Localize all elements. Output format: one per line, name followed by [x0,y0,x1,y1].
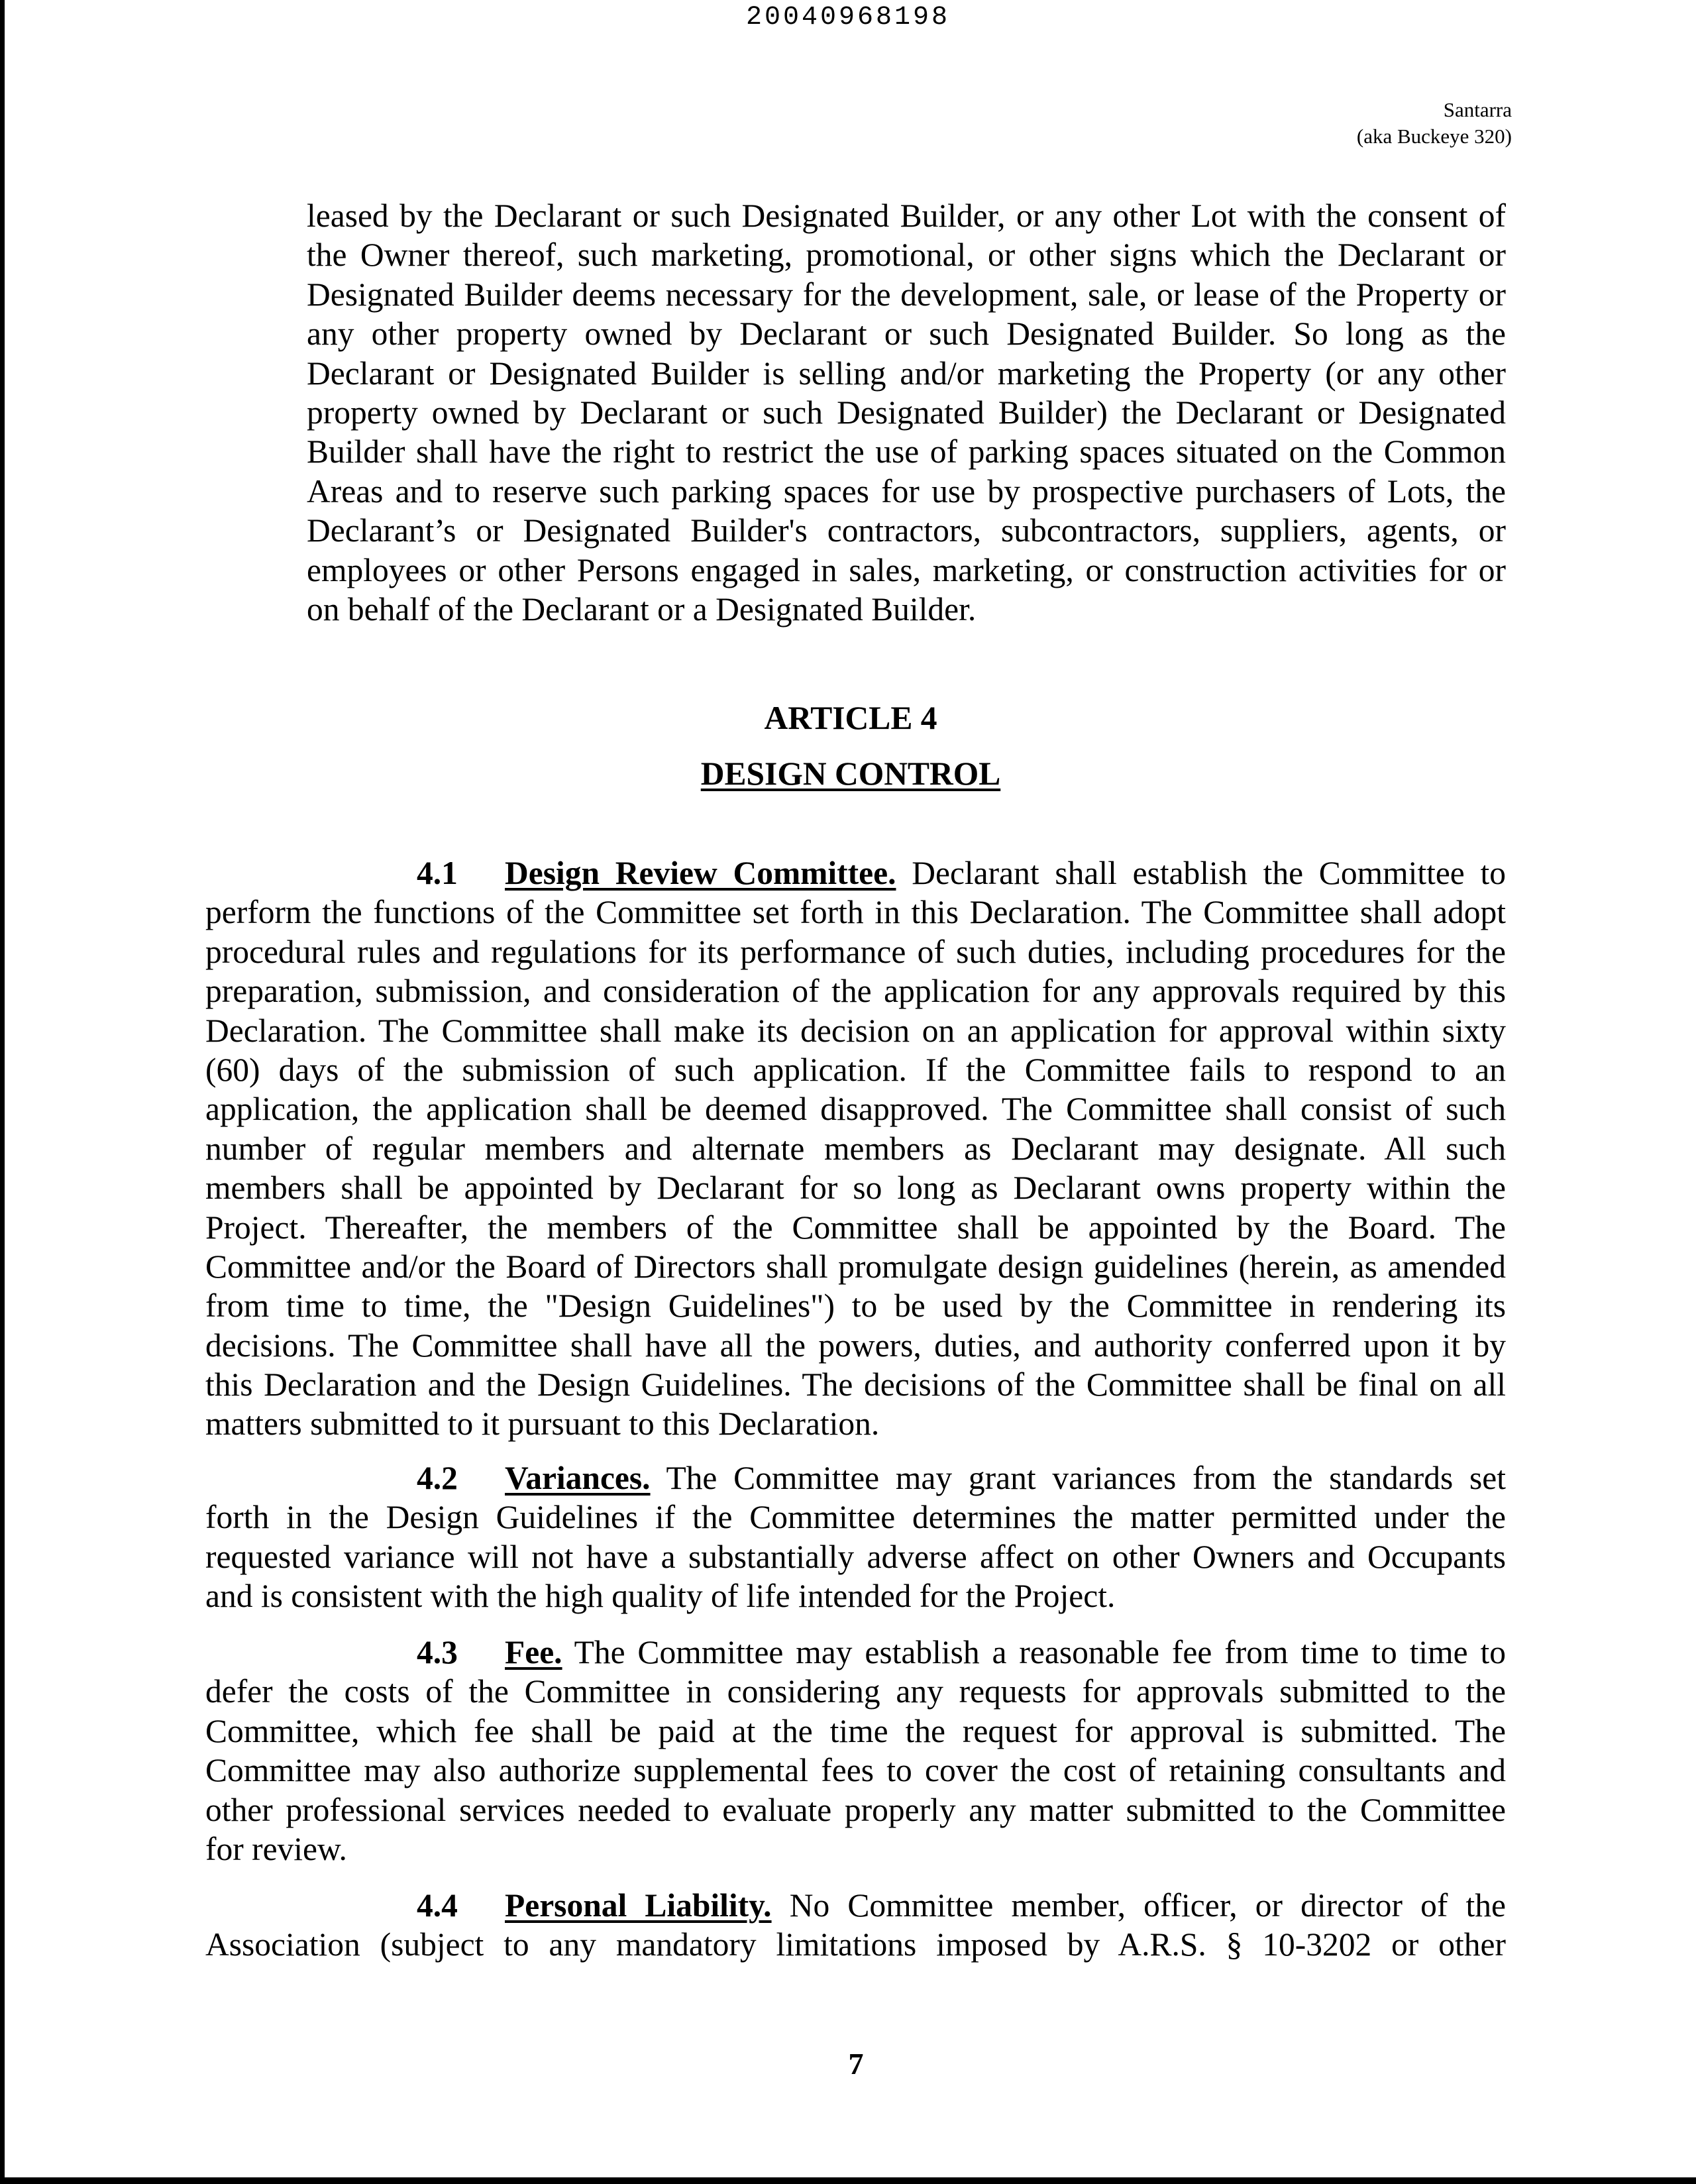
page-number: 7 [848,2047,864,2081]
section-4-2 [205,1458,1506,1616]
text-line: any other property owned by Declarant or such Designated Builder. So long as the [307,315,1506,353]
section-4-3 [205,1633,1506,1869]
continued-paragraph [307,196,1506,629]
text-line: for review. [205,1830,347,1867]
text-line: application, the application shall be deemed disapproved. The Committee shall consist of such [205,1091,1506,1128]
section-heading: Fee. [505,1634,562,1670]
text-line: preparation, submission, and consideration of the application for any approvals required by this [205,973,1506,1010]
section-4-4 [205,1886,1506,1965]
text-line: employees or other Persons engaged in sales, marketing, or construction activities for or [307,551,1506,588]
text-line: leased by the Declarant or such Designated Builder, or any other Lot with the consent of [307,197,1506,234]
section-text: Declarant shall establish the Committee to [912,855,1507,891]
text-line: property owned by Declarant or such Designated Builder) the Declarant or Designated [307,394,1506,431]
text-line: Designated Builder deems necessary for the development, sale, or lease of the Property or [307,276,1506,313]
section-heading: Personal Liability. [505,1887,772,1924]
text-line: Project. Thereafter, the members of the Committee shall be appointed by the Board. The [205,1209,1506,1246]
text-line: members shall be appointed by Declarant for so long as Declarant owns property within the [205,1170,1506,1207]
section-first-line [205,1633,1506,1672]
article-title: DESIGN CONTROL [700,755,1001,792]
section-text: No Committee member, officer, or director of the [789,1887,1507,1924]
text-line: Declaration. The Committee shall make its decision on an application for approval within sixty [205,1012,1506,1049]
text-line: forth in the Design Guidelines if the Committee determines the matter permitted under the [205,1499,1506,1536]
section-number: 4.2 [417,1460,458,1496]
section-text: The Committee may establish a reasonable fee from time to time to [574,1634,1507,1670]
scan-bottom-edge [0,2177,1696,2184]
section-4-1 [205,853,1506,1444]
text-line: requested variance will not have a substantially adverse affect on other Owners and Occupants [205,1538,1506,1575]
text-line: on behalf of the Declarant or a Designated Builder. [307,590,977,628]
text-line: other professional services needed to evaluate properly any matter submitted to the Committee [205,1791,1506,1828]
document-number: 20040968198 [745,3,951,32]
text-line: this Declaration and the Design Guidelines. The decisions of the Committee shall be final on all [205,1366,1506,1403]
text-line: Committee, which fee shall be paid at the time the request for approval is submitted. The [205,1712,1506,1749]
text-line: matters submitted to it pursuant to this Declaration. [205,1405,880,1443]
text-line: and is consistent with the high quality of life intended for the Project. [205,1578,1116,1615]
text-line: Builder shall have the right to restrict the use of parking spaces situated on the Common [307,433,1506,470]
scan-left-edge [0,0,5,2184]
text-line: perform the functions of the Committee set forth in this Declaration. The Committee shall adopt [205,894,1506,931]
section-first-line [205,1886,1506,1925]
text-line: number of regular members and alternate members as Declarant may designate. All such [205,1130,1506,1167]
text-line: Committee and/or the Board of Directors shall promulgate design guidelines (herein, as amended [205,1248,1506,1285]
text-line: Committee may also authorize supplemental fees to cover the cost of retaining consultants and [205,1752,1506,1789]
text-line: from time to time, the "Design Guidelines") to be used by the Committee in rendering its [205,1287,1506,1325]
text-line: the Owner thereof, such marketing, promotional, or other signs which the Declarant or [307,237,1506,274]
text-line: defer the costs of the Committee in considering any requests for approvals submitted to the [205,1673,1506,1710]
text-line: decisions. The Committee shall have all the powers, duties, and authority conferred upon it by [205,1327,1506,1364]
text-line: Association (subject to any mandatory limitations imposed by A.R.S. § 10-3202 or other [205,1926,1506,1963]
article-label: ARTICLE 4 [764,700,937,736]
section-number: 4.4 [417,1887,458,1924]
section-heading: Variances. [505,1460,651,1496]
section-first-line [205,1458,1506,1498]
section-first-line [205,853,1506,893]
text-line: Areas and to reserve such parking spaces for use by prospective purchasers of Lots, the [307,472,1506,510]
text-line: procedural rules and regulations for its performance of such duties, including procedures for the [205,933,1506,970]
text-line: Declarant’s or Designated Builder's contractors, subcontractors, suppliers, agents, or [307,512,1506,549]
section-text: The Committee may grant variances from the standards set [666,1460,1507,1496]
section-number: 4.3 [417,1634,458,1670]
header-aka: (aka Buckeye 320) [1356,125,1512,148]
header-project: Santarra [1443,98,1512,121]
text-line: Declarant or Designated Builder is selling and/or marketing the Property (or any other [307,355,1506,392]
section-heading: Design Review Committee. [505,855,896,891]
section-number: 4.1 [417,855,458,891]
text-line: (60) days of the submission of such application. If the Committee fails to respond to an [205,1051,1506,1088]
